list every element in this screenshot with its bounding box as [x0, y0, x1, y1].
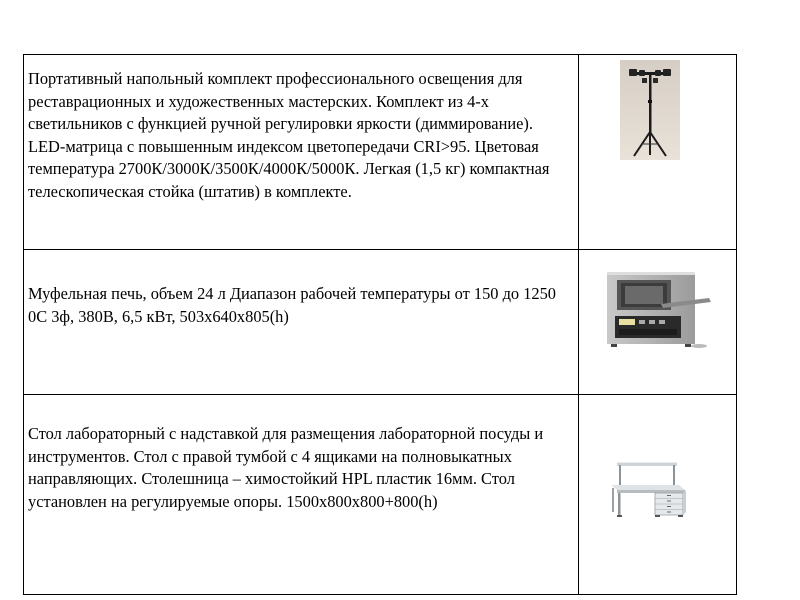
muffle-furnace-photo [601, 268, 713, 350]
table-row [24, 250, 737, 395]
lab-table-photo [607, 460, 687, 518]
product-image-cell [579, 250, 737, 395]
table-row [24, 395, 737, 595]
lighting-tripod-photo [620, 60, 680, 160]
product-description: Портативный напольный комплект профессионального освещения для реставрационных и художественных мастерских. Комплект из 4-х светильников с функцией ручной регулировки яркости (диммирование). LED-матрица с повышенным индексом цветопередачи CRI>95. Цветовая температура 2700К/3000К/3500К/4000К/5000К. Легкая (1,5 кг) компактная телескопическая стойка (штатив) в комплекте. [24, 55, 579, 250]
product-table [23, 54, 737, 595]
product-image-cell [579, 395, 737, 595]
table-row [24, 55, 737, 250]
product-description: Стол лабораторный с надставкой для размещения лабораторной посуды и инструментов. Стол с правой тумбой с 4 ящиками на полновыкатных направляющих. Столешница – химостойкий HPL пластик 16мм. Стол установлен на регулируемые опоры. 1500х800х800+800(h) [24, 395, 579, 595]
product-image-cell [579, 55, 737, 250]
product-description: Муфельная печь, объем 24 л Диапазон рабочей температуры от 150 до 1250 0С 3ф, 380В, 6,5 кВт, 503х640х805(h) [24, 250, 579, 395]
